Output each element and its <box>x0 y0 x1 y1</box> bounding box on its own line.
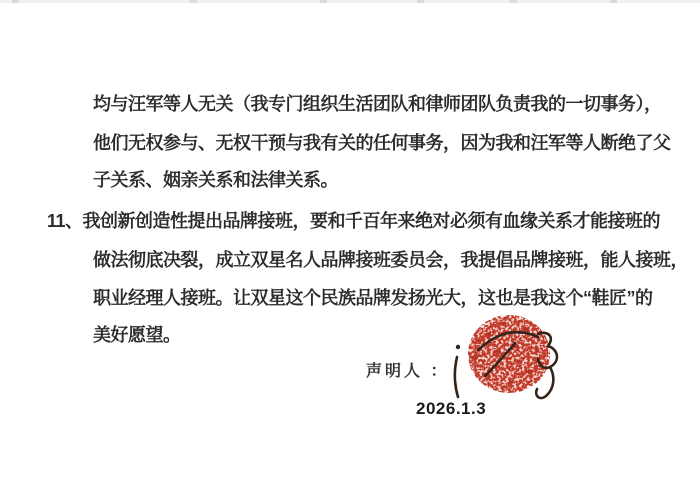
declarant-label: 声明人 ： <box>366 363 450 380</box>
body-line-5: 做法彻底决裂，成立双星名人品牌接班委员会，我提倡品牌接班，能人接班， <box>93 250 688 270</box>
red-seal-stamp <box>468 315 550 393</box>
body-line-2: 他们无权参与、无权干预与我有关的任何事务，因为我和汪军等人断绝了父 <box>93 133 671 153</box>
body-line-4-item-11: 11、我创新创造性提出品牌接班，要和千百年来绝对必须有血缘关系才能接班的 <box>47 211 661 231</box>
signature-and-seal <box>438 310 573 412</box>
body-line-1: 均与汪军等人无关（我专门组织生活团队和律师团队负责我的一切事务）， <box>93 94 662 114</box>
body-line-6: 职业经理人接班。让双星这个民族品牌发扬光大，这也是我这个“鞋匠”的 <box>93 288 653 308</box>
body-line-7: 美好愿望。 <box>93 325 181 345</box>
top-edge-artifact <box>0 0 700 3</box>
body-line-3: 子关系、姻亲关系和法律关系。 <box>93 170 338 190</box>
signature-date: 2026.1.3 <box>416 399 487 418</box>
